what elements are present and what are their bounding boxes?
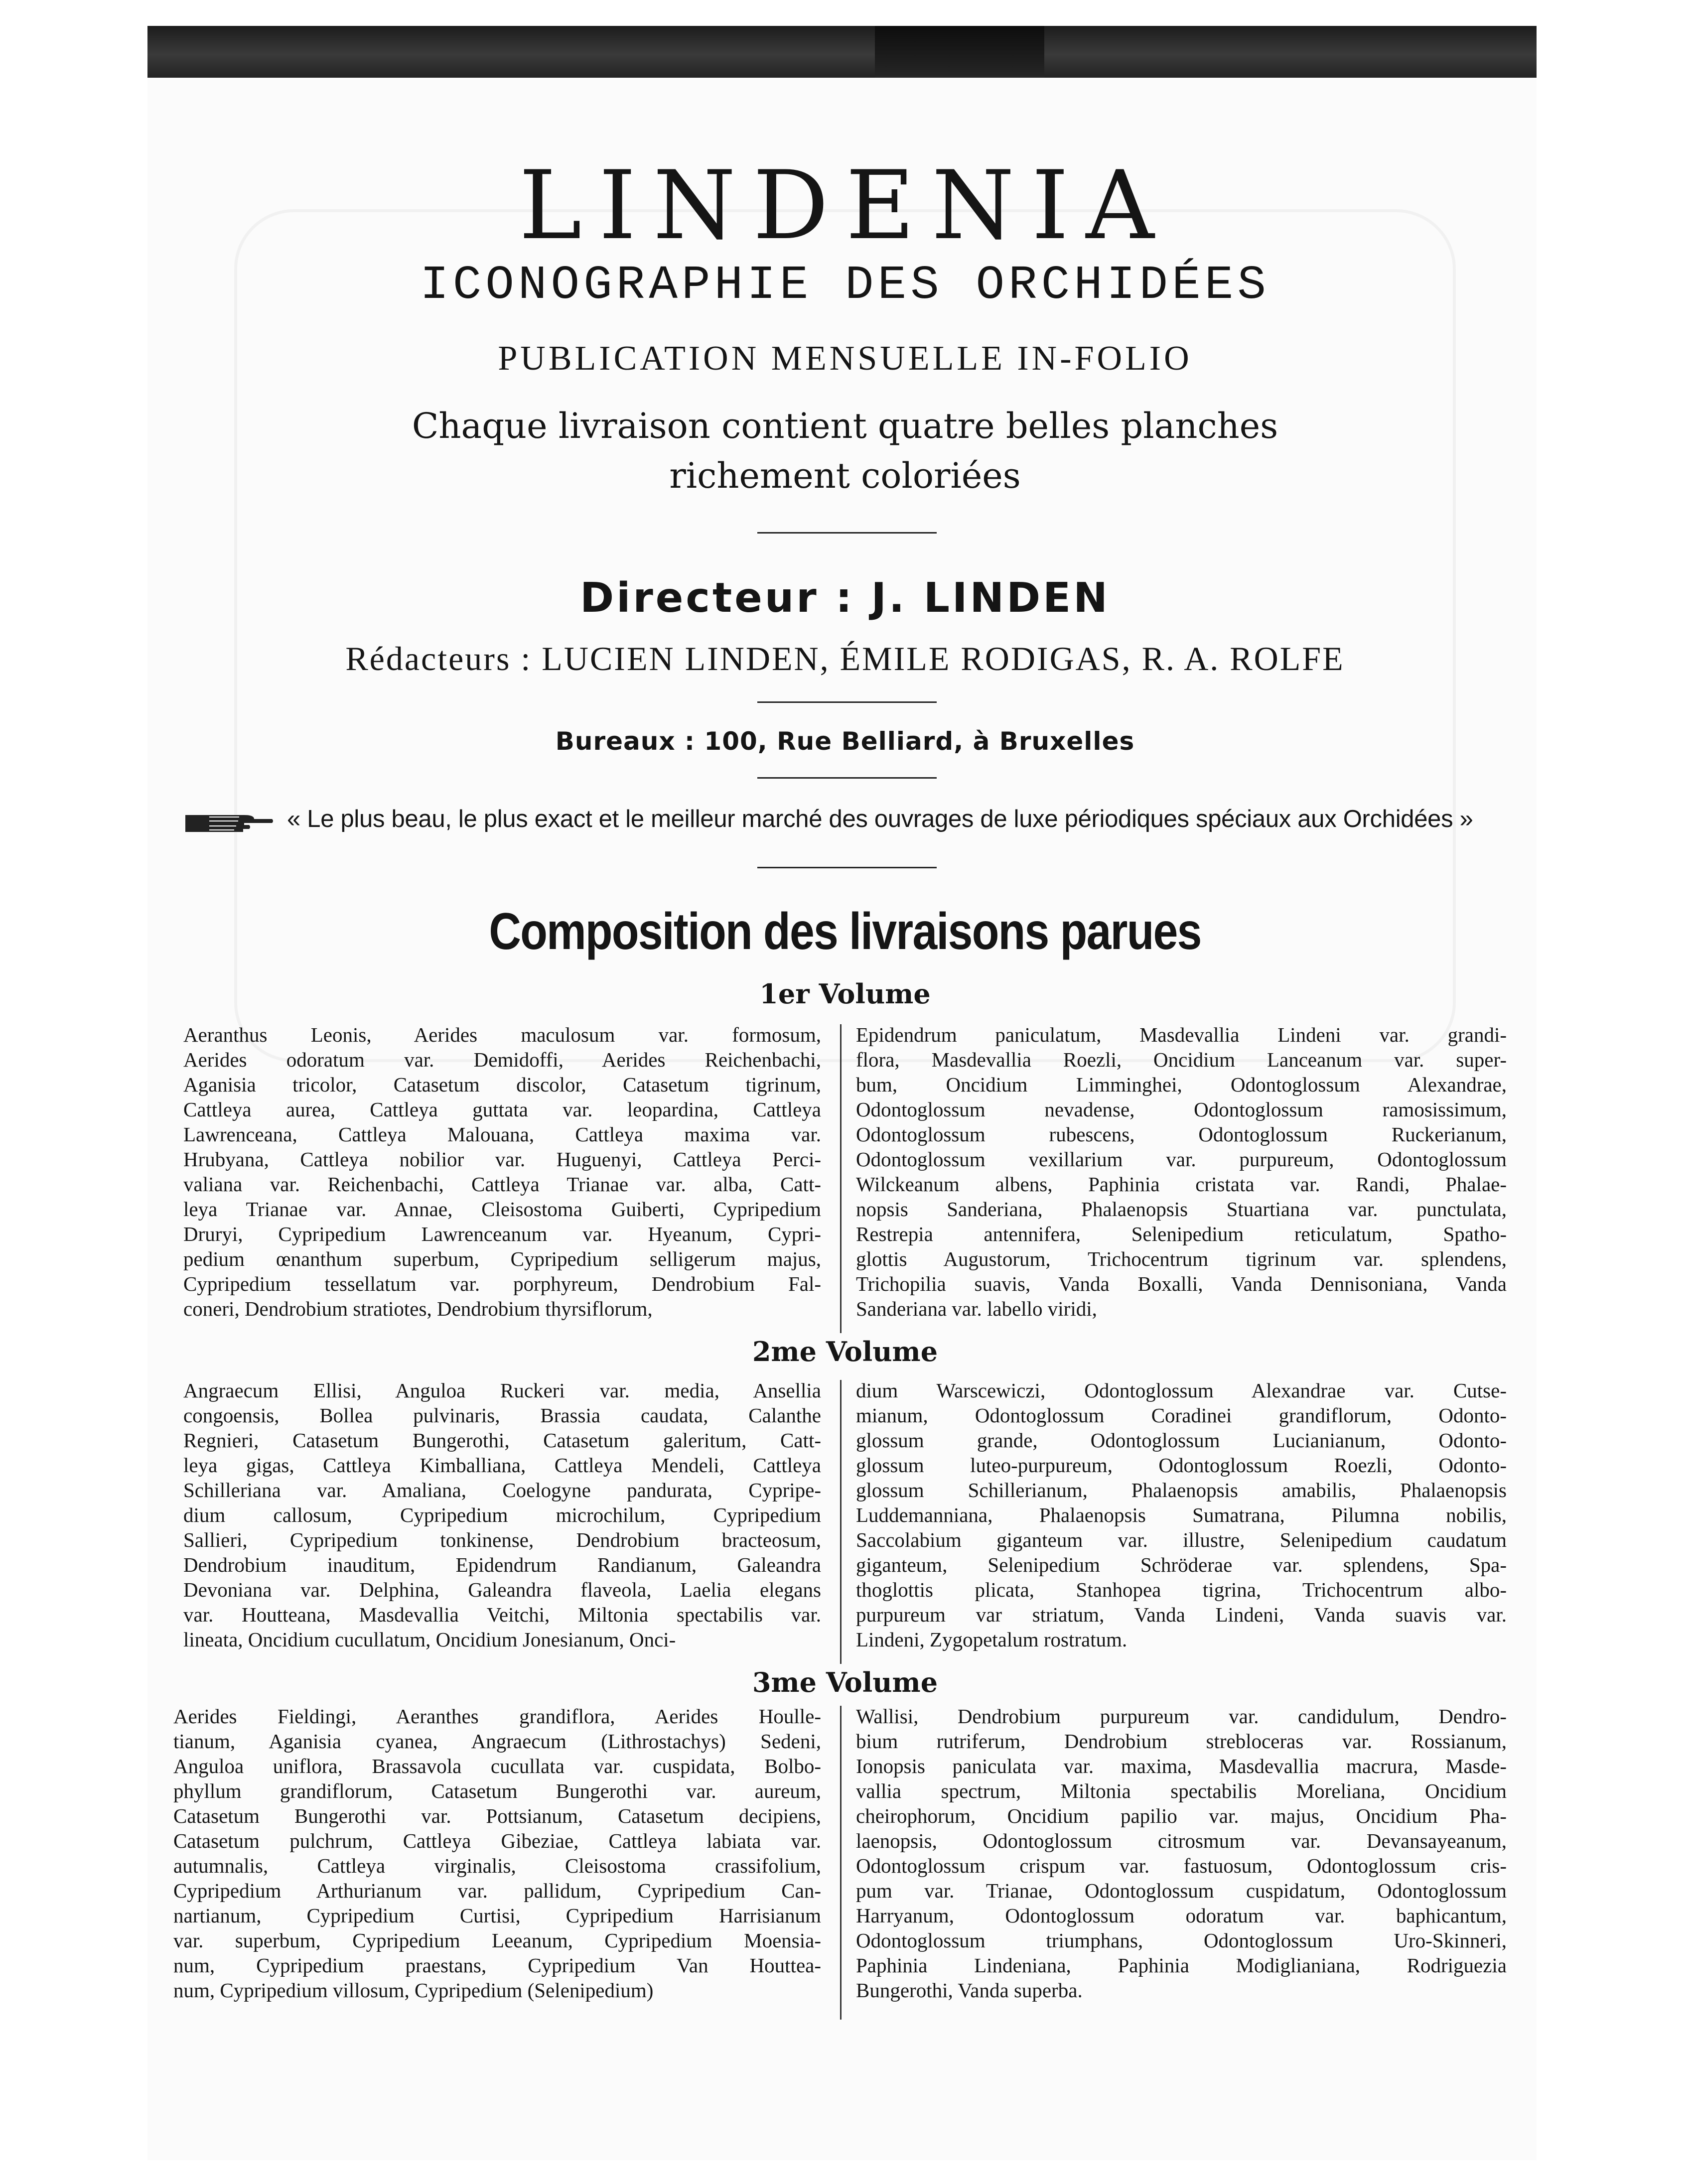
column-line: Paphinia Lindeniana, Paphinia Modiglianiana, Rodriguezia: [856, 1954, 1507, 1977]
column-line: Devoniana var. Delphina, Galeandra flaveola, Laelia elegans: [183, 1578, 821, 1601]
divider-rule: [757, 867, 937, 868]
column-line: Wallisi, Dendrobium purpureum var. candidulum, Dendro-: [856, 1705, 1507, 1728]
column-line: Sallieri, Cypripedium tonkinense, Dendrobium bracteosum,: [183, 1528, 821, 1551]
column-line: flora, Masdevallia Roezli, Oncidium Lanceanum var. super-: [856, 1048, 1507, 1071]
column-divider: [840, 1380, 842, 1664]
column-line: vallia spectrum, Miltonia spectabilis Moreliana, Oncidium: [856, 1779, 1507, 1802]
volume-right-column: [856, 1022, 1507, 1321]
column-line: glottis Augustorum, Trichocentrum tigrinum var. splendens,: [856, 1247, 1507, 1270]
column-line: Cypripedium Arthurianum var. pallidum, Cypripedium Can-: [173, 1879, 821, 1902]
column-line: Aerides Fieldingi, Aeranthes grandiflora, Aerides Houlle-: [173, 1705, 821, 1728]
column-line: Sanderiana var. labello viridi,: [856, 1297, 1097, 1320]
column-line: glossum Schillerianum, Phalaenopsis amabilis, Phalaenopsis: [856, 1479, 1507, 1502]
column-line: glossum grande, Odontoglossum Lucianianum, Odonto-: [856, 1429, 1507, 1452]
column-line: nopsis Sanderiana, Phalaenopsis Stuartiana var. punctulata,: [856, 1198, 1507, 1221]
column-line: glossum luteo-purpureum, Odontoglossum Roezli, Odonto-: [856, 1454, 1507, 1477]
column-line: thoglottis plicata, Stanhopea tigrina, Trichocentrum albo-: [856, 1578, 1507, 1601]
column-line: leya Trianae var. Annae, Cleisostoma Guiberti, Cypripedium: [183, 1198, 821, 1221]
column-line: Regnieri, Catasetum Bungerothi, Catasetum galeritum, Catt-: [183, 1429, 821, 1452]
composition-heading: Composition des livraisons parues: [489, 903, 1201, 960]
column-line: Odontoglossum nevadense, Odontoglossum ramosissimum,: [856, 1098, 1507, 1121]
column-line: Lindeni, Zygopetalum rostratum.: [856, 1628, 1127, 1651]
column-line: congoensis, Bollea pulvinaris, Brassia caudata, Calanthe: [183, 1404, 821, 1427]
column-line: Schilleriana var. Amaliana, Coelogyne pandurata, Cypripe-: [183, 1479, 821, 1502]
description-line-2: richement coloriées: [669, 455, 1021, 496]
column-line: Luddemanniana, Phalaenopsis Sumatrana, Pilumna nobilis,: [856, 1503, 1507, 1526]
divider-rule: [757, 532, 937, 534]
pointing-hand-icon: [184, 808, 274, 837]
divider-rule: [757, 777, 937, 779]
description-line-1: Chaque livraison contient quatre belles planches: [412, 406, 1278, 446]
column-line: Trichopilia suavis, Vanda Boxalli, Vanda Dennisoniana, Vanda: [856, 1272, 1507, 1295]
column-line: leya gigas, Cattleya Kimballiana, Cattleya Mendeli, Cattleya: [183, 1454, 821, 1477]
column-divider: [840, 1024, 842, 1333]
volume-left-column: [173, 1704, 821, 2003]
column-line: tianum, Aganisia cyanea, Angraecum (Lithrostachys) Sedeni,: [173, 1730, 821, 1753]
bureaux-line: Bureaux : 100, Rue Belliard, à Bruxelles: [555, 727, 1135, 756]
column-line: Odontoglossum triumphans, Odontoglossum Uro-Skinneri,: [856, 1929, 1507, 1952]
column-line: Odontoglossum rubescens, Odontoglossum Ruckerianum,: [856, 1123, 1507, 1146]
volume-right-column: [856, 1704, 1507, 2003]
column-line: Catasetum pulchrum, Cattleya Gibeziae, Cattleya labiata var.: [173, 1829, 821, 1852]
column-line: phyllum grandiflorum, Catasetum Bungerothi var. aureum,: [173, 1779, 821, 1802]
directeur-line: Directeur : J. LINDEN: [580, 574, 1110, 622]
column-line: Hrubyana, Cattleya nobilior var. Huguenyi, Cattleya Perci-: [183, 1148, 821, 1171]
column-divider: [840, 1706, 842, 2020]
column-line: Cypripedium tessellatum var. porphyreum, Dendrobium Fal-: [183, 1272, 821, 1295]
scan-top-edge: [147, 26, 1537, 78]
column-line: Wilckeanum albens, Paphinia cristata var. Randi, Phalae-: [856, 1173, 1507, 1196]
column-line: valiana var. Reichenbachi, Cattleya Trianae var. alba, Catt-: [183, 1173, 821, 1196]
column-line: Druryi, Cypripedium Lawrenceanum var. Hyeanum, Cypri-: [183, 1223, 821, 1245]
column-line: Odontoglossum crispum var. fastuosum, Odontoglossum cris-: [856, 1854, 1507, 1877]
column-line: lineata, Oncidium cucullatum, Oncidium Jonesianum, Onci-: [183, 1628, 676, 1651]
page-title: LINDENIA: [519, 150, 1171, 261]
column-line: Odontoglossum vexillarium var. purpureum, Odontoglossum: [856, 1148, 1507, 1171]
column-line: Lawrenceana, Cattleya Malouana, Cattleya maxima var.: [183, 1123, 821, 1146]
scan-binding-seam: [875, 26, 1044, 78]
column-line: Aerides odoratum var. Demidoffi, Aerides Reichenbachi,: [183, 1048, 821, 1071]
column-line: num, Cypripedium praestans, Cypripedium Van Houttea-: [173, 1954, 821, 1977]
volume-right-column: [856, 1378, 1507, 1652]
column-line: Dendrobium inauditum, Epidendrum Randianum, Galeandra: [183, 1553, 821, 1576]
column-line: coneri, Dendrobium stratiotes, Dendrobium thyrsiflorum,: [183, 1297, 653, 1320]
column-line: Cattleya aurea, Cattleya guttata var. leopardina, Cattleya: [183, 1098, 821, 1121]
divider-rule: [757, 701, 937, 703]
volume-heading: 2me Volume: [752, 1336, 938, 1367]
column-line: var. Houtteana, Masdevallia Veitchi, Miltonia spectabilis var.: [183, 1603, 821, 1626]
column-line: nartianum, Cypripedium Curtisi, Cypripedium Harrisianum: [173, 1904, 821, 1927]
column-line: Catasetum Bungerothi var. Pottsianum, Catasetum decipiens,: [173, 1804, 821, 1827]
volume-left-column: [183, 1022, 821, 1321]
column-line: Angraecum Ellisi, Anguloa Ruckeri var. media, Ansellia: [183, 1379, 821, 1402]
column-line: pum var. Trianae, Odontoglossum cuspidatum, Odontoglossum: [856, 1879, 1507, 1902]
column-line: dium Warscewiczi, Odontoglossum Alexandrae var. Cutse-: [856, 1379, 1507, 1402]
motto-quote: « Le plus beau, le plus exact et le meilleur marché des ouvrages de luxe périodiques spéciaux aux Orchidées »: [287, 806, 1473, 832]
column-line: bum, Oncidium Limminghei, Odontoglossum Alexandrae,: [856, 1073, 1507, 1096]
column-line: var. superbum, Cypripedium Leeanum, Cypripedium Moensia-: [173, 1929, 821, 1952]
column-line: autumnalis, Cattleya virginalis, Cleisostoma crassifolium,: [173, 1854, 821, 1877]
column-line: Anguloa uniflora, Brassavola cucullata var. cuspidata, Bolbo-: [173, 1755, 821, 1777]
column-line: purpureum var striatum, Vanda Lindeni, Vanda suavis var.: [856, 1603, 1507, 1626]
column-line: Epidendrum paniculatum, Masdevallia Lindeni var. grandi-: [856, 1023, 1507, 1046]
column-line: Saccolabium giganteum var. illustre, Selenipedium caudatum: [856, 1528, 1507, 1551]
publication-line: PUBLICATION MENSUELLE IN-FOLIO: [498, 339, 1192, 378]
volume-heading: 3me Volume: [752, 1666, 938, 1698]
volume-heading: 1er Volume: [759, 978, 931, 1010]
column-line: Ionopsis paniculata var. maxima, Masdevallia macrura, Masde-: [856, 1755, 1507, 1777]
column-line: giganteum, Selenipedium Schröderae var. splendens, Spa-: [856, 1553, 1507, 1576]
column-line: Aeranthus Leonis, Aerides maculosum var. formosum,: [183, 1023, 821, 1046]
page-subtitle: ICONOGRAPHIE DES ORCHIDÉES: [420, 258, 1270, 312]
column-line: laenopsis, Odontoglossum citrosmum var. Devansayeanum,: [856, 1829, 1507, 1852]
column-line: Harryanum, Odontoglossum odoratum var. baphicantum,: [856, 1904, 1507, 1927]
column-line: num, Cypripedium villosum, Cypripedium (Selenipedium): [173, 1979, 654, 2002]
volume-left-column: [183, 1378, 821, 1652]
column-line: Bungerothi, Vanda superba.: [856, 1979, 1083, 2002]
column-line: Aganisia tricolor, Catasetum discolor, Catasetum tigrinum,: [183, 1073, 821, 1096]
redacteurs-line: Rédacteurs : LUCIEN LINDEN, ÉMILE RODIGAS, R. A. ROLFE: [345, 640, 1345, 678]
column-line: Restrepia antennifera, Selenipedium reticulatum, Spatho-: [856, 1223, 1507, 1245]
column-line: dium callosum, Cypripedium microchilum, Cypripedium: [183, 1503, 821, 1526]
column-line: pedium œnanthum superbum, Cypripedium selligerum majus,: [183, 1247, 821, 1270]
column-line: mianum, Odontoglossum Coradinei grandiflorum, Odonto-: [856, 1404, 1507, 1427]
column-line: bium rutriferum, Dendrobium strebloceras var. Rossianum,: [856, 1730, 1507, 1753]
column-line: cheirophorum, Oncidium papilio var. majus, Oncidium Pha-: [856, 1804, 1507, 1827]
